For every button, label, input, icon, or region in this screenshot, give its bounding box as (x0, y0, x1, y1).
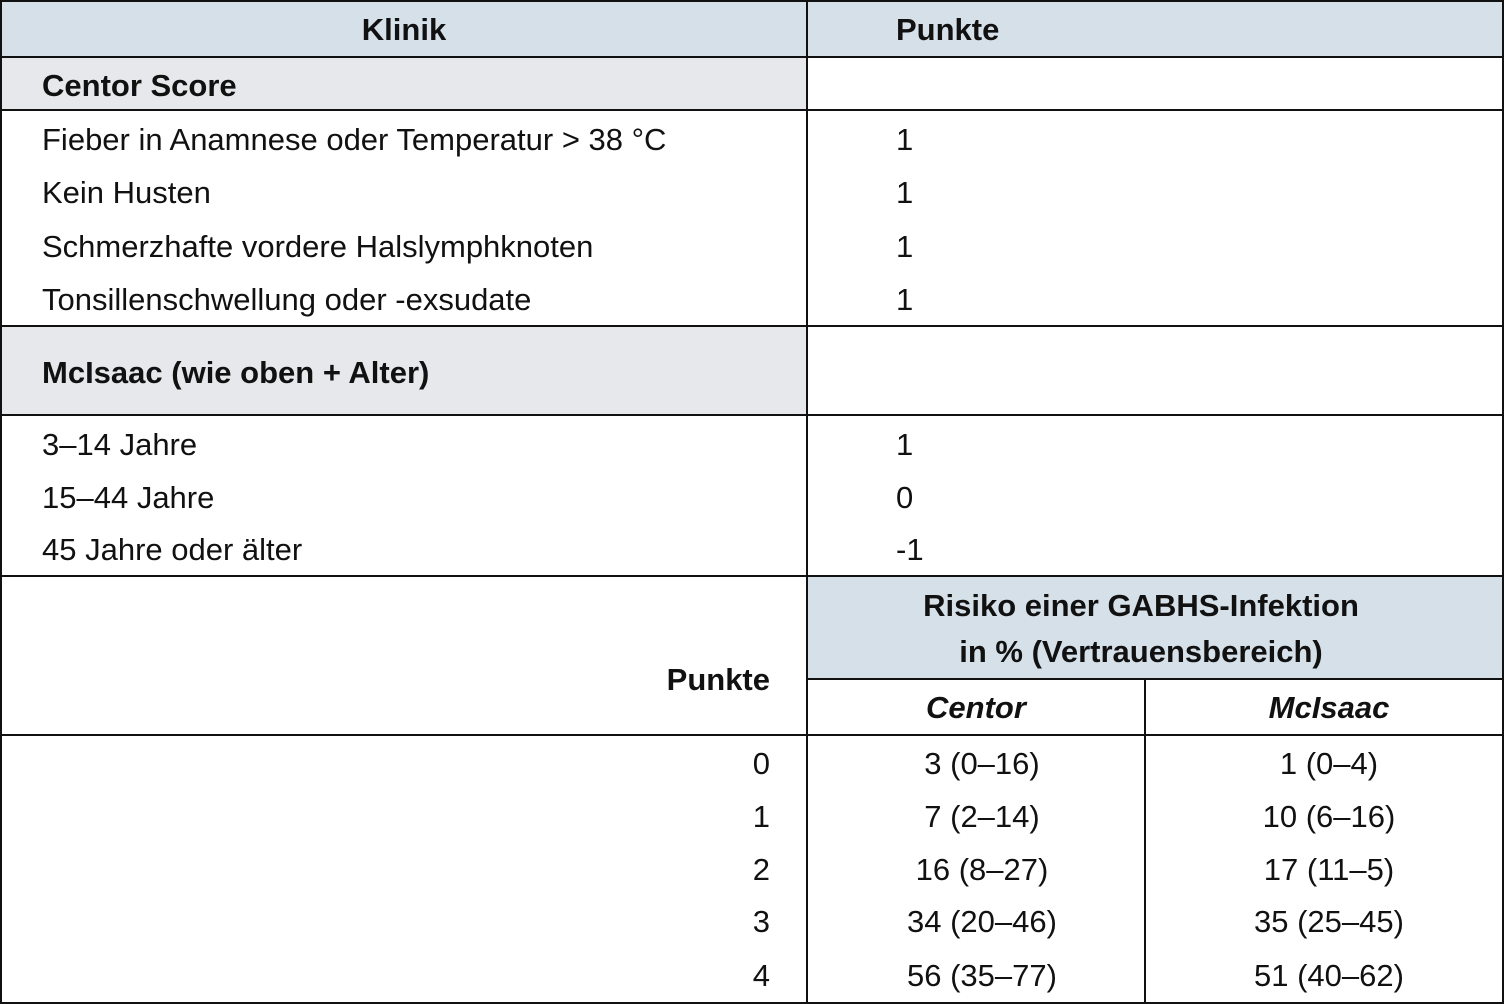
column-divider-risk (1144, 678, 1146, 1004)
divider-risk-title (806, 678, 1504, 680)
risk-row-points: 0 (752, 746, 770, 781)
risk-col-centor: Centor (926, 690, 1026, 725)
centor-row-label: Fieber in Anamnese oder Temperatur > 38 °C (42, 122, 667, 157)
divider-centor-title (0, 109, 1504, 111)
risk-row-points: 3 (752, 904, 770, 939)
centor-row-points: 1 (896, 229, 914, 264)
centor-row-label: Schmerzhafte vordere Halslymphknoten (42, 229, 594, 264)
risk-row-mcisaac: 35 (25–45) (1254, 904, 1404, 939)
centor-row-label: Tonsillenschwellung oder -exsudate (42, 282, 532, 317)
risk-row-centor: 56 (35–77) (907, 958, 1057, 993)
mcisaac-section-title: McIsaac (wie oben + Alter) (42, 355, 430, 390)
centor-row-points: 1 (896, 122, 914, 157)
header-punkte: Punkte (896, 12, 1000, 47)
header-klinik: Klinik (361, 12, 447, 47)
risk-title-line1: Risiko einer GABHS-Infektion (923, 588, 1359, 623)
divider-centor-rows (0, 325, 1504, 327)
mcisaac-row-label: 15–44 Jahre (42, 480, 215, 515)
divider-mcisaac-title (0, 414, 1504, 416)
risk-row-centor: 3 (0–16) (924, 746, 1040, 781)
risk-row-mcisaac: 1 (0–4) (1279, 746, 1379, 781)
divider-header (0, 56, 1504, 58)
risk-row-points: 2 (752, 852, 770, 887)
risk-col-mcisaac: McIsaac (1268, 690, 1390, 725)
risk-title-line2: in % (Vertrauensbereich) (959, 634, 1323, 669)
risk-row-points: 1 (752, 799, 770, 834)
centor-row-points: 1 (896, 282, 914, 317)
centor-row-label: Kein Husten (42, 175, 211, 210)
risk-points-header: Punkte (666, 662, 770, 697)
centor-row-points: 1 (896, 175, 914, 210)
risk-row-centor: 34 (20–46) (907, 904, 1057, 939)
mcisaac-row-label: 3–14 Jahre (42, 427, 198, 462)
mcisaac-row-points: 1 (896, 427, 914, 462)
risk-row-centor: 7 (2–14) (924, 799, 1040, 834)
risk-row-centor: 16 (8–27) (915, 852, 1049, 887)
centor-section-title: Centor Score (42, 68, 237, 103)
mcisaac-row-points: 0 (896, 480, 914, 515)
divider-risk-subheader (0, 734, 1504, 736)
risk-row-mcisaac: 51 (40–62) (1254, 958, 1404, 993)
border-top (0, 0, 1504, 2)
mcisaac-row-label: 45 Jahre oder älter (42, 532, 303, 567)
risk-row-mcisaac: 17 (11–5) (1263, 852, 1395, 887)
mcisaac-row-points: -1 (896, 532, 924, 567)
risk-row-points: 4 (752, 958, 770, 993)
divider-mcisaac-rows (0, 575, 1504, 577)
risk-row-mcisaac: 10 (6–16) (1262, 799, 1396, 834)
